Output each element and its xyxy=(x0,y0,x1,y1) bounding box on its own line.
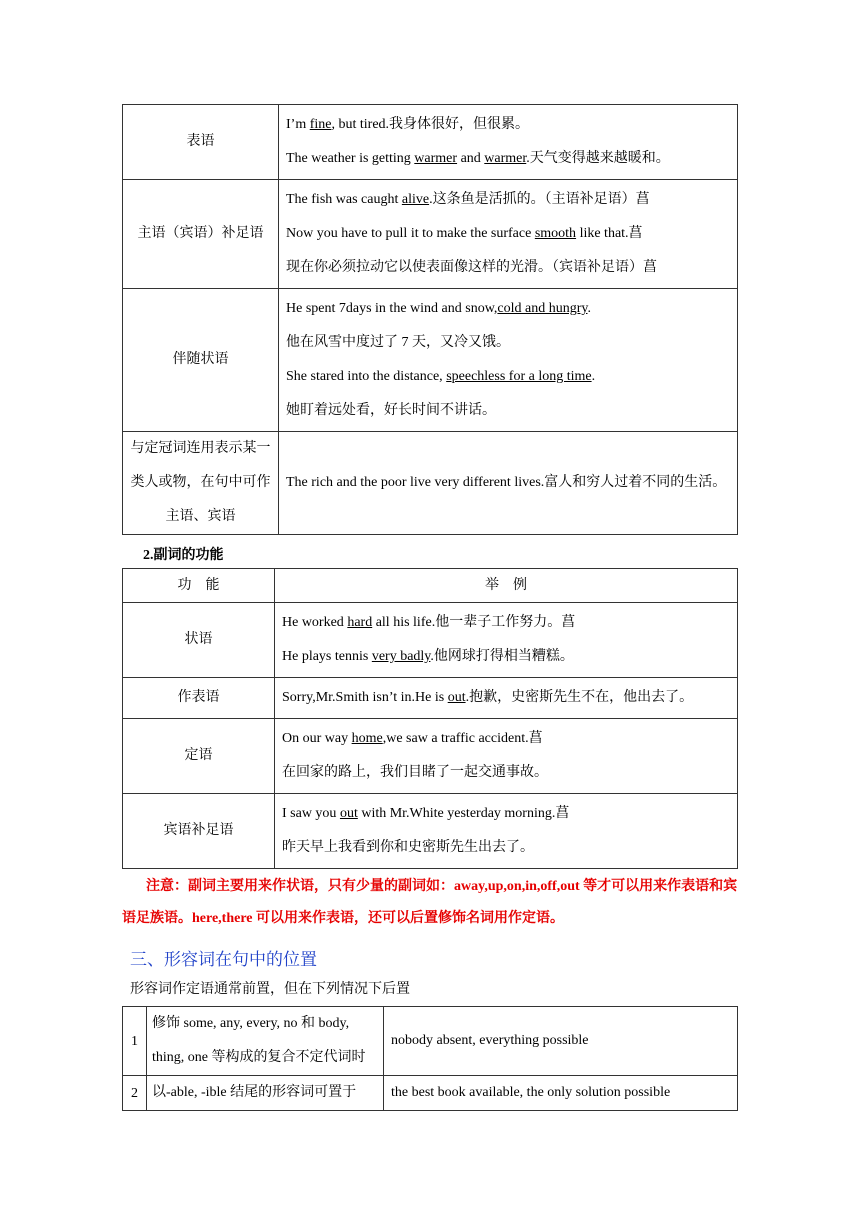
section-3-intro: 形容词作定语通常前置，但在下列情况下后置 xyxy=(130,982,410,997)
example-line xyxy=(282,681,730,715)
example-line xyxy=(282,640,730,674)
table-row xyxy=(123,603,738,678)
example-line xyxy=(286,466,730,500)
document-page xyxy=(122,104,738,1111)
underlined-text: very badly xyxy=(371,649,431,664)
table-row xyxy=(123,794,738,869)
text-run: . xyxy=(587,301,591,316)
adverb-function-table xyxy=(122,568,738,869)
row-number: 1 xyxy=(123,1007,147,1076)
text-run: I saw you xyxy=(282,806,340,821)
text-run: She stared into the distance, xyxy=(286,369,447,384)
text-run: He plays tennis xyxy=(282,649,372,664)
table-row xyxy=(123,1007,738,1076)
example-line xyxy=(282,756,730,790)
text-run: like that.菖 xyxy=(576,226,643,241)
text-run: The weather is getting xyxy=(286,151,415,166)
example-line xyxy=(286,394,730,428)
rule-cell: 以-able, -ible 结尾的形容词可置于 xyxy=(147,1076,384,1111)
example-cell xyxy=(279,180,738,289)
underlined-text: warmer xyxy=(484,151,527,166)
example-cell xyxy=(279,289,738,432)
function-cell: 定语 xyxy=(123,719,275,794)
text-run: The fish was caught xyxy=(286,192,402,207)
text-run: 现在你必须拉动它以使表面像这样的光滑。（宾语补足语）菖 xyxy=(286,260,657,275)
underlined-text: home xyxy=(351,731,383,746)
text-run: ,we saw a traffic accident.菖 xyxy=(382,731,543,746)
function-cell: 作表语 xyxy=(123,678,275,719)
example-line xyxy=(286,326,730,360)
example-cell: the best book available, the only solution possible xyxy=(384,1076,738,1111)
example-cell xyxy=(279,105,738,180)
example-line xyxy=(286,142,730,176)
rule-cell: 修饰 some, any, every, no 和 body, thing, one 等构成的复合不定代词时 xyxy=(147,1007,384,1076)
header-function: 功 能 xyxy=(123,569,275,603)
text-run: 昨天早上我看到你和史密斯先生出去了。 xyxy=(282,840,534,855)
underlined-text: out xyxy=(339,806,358,821)
table-row xyxy=(123,105,738,180)
function-cell: 宾语补足语 xyxy=(123,794,275,869)
table-row xyxy=(123,678,738,719)
text-run: .抱歉，史密斯先生不在，他出去了。 xyxy=(465,690,694,705)
text-run: 她盯着远处看，好长时间不讲话。 xyxy=(286,403,496,418)
underlined-text: hard xyxy=(347,615,373,630)
text-run: , but tired.我身体很好，但很累。 xyxy=(331,117,530,132)
text-run: He worked xyxy=(282,615,348,630)
example-cell xyxy=(279,432,738,535)
underlined-text: smooth xyxy=(534,226,577,241)
text-run: and xyxy=(457,151,485,166)
underlined-text: fine xyxy=(309,117,332,132)
adjective-position-table xyxy=(122,1006,738,1111)
text-run: The rich and the poor live very different lives.富人和穷人过着不同的生活。 xyxy=(286,475,727,490)
example-line xyxy=(286,183,730,217)
text-run: I’m xyxy=(286,117,310,132)
function-cell: 状语 xyxy=(123,603,275,678)
underlined-text: speechless for a long time xyxy=(446,369,592,384)
underlined-text: out xyxy=(447,690,466,705)
example-line xyxy=(286,360,730,394)
function-cell: 伴随状语 xyxy=(123,289,279,432)
text-run: with Mr.White yesterday morning.菖 xyxy=(357,806,570,821)
example-line xyxy=(282,606,730,640)
table-row xyxy=(123,289,738,432)
adjective-function-table xyxy=(122,104,738,535)
table-row xyxy=(123,1076,738,1111)
example-line xyxy=(282,722,730,756)
text-run: 在回家的路上，我们目睹了一起交通事故。 xyxy=(282,765,548,780)
example-cell: nobody absent, everything possible xyxy=(384,1007,738,1076)
underlined-text: cold and hungry xyxy=(497,301,588,316)
underlined-text: alive xyxy=(401,192,430,207)
example-line xyxy=(286,292,730,326)
example-cell xyxy=(275,603,738,678)
text-run: .他网球打得相当糟糕。 xyxy=(430,649,574,664)
header-example: 举 例 xyxy=(275,569,738,603)
text-run: all his life.他一辈子工作努力。菖 xyxy=(372,615,576,630)
text-run: Now you have to pull it to make the surface xyxy=(286,226,535,241)
function-cell: 主语（宾语）补足语 xyxy=(123,180,279,289)
table-row xyxy=(123,432,738,535)
text-run: Sorry,Mr.Smith isn’t in.He is xyxy=(282,690,448,705)
underlined-text: warmer xyxy=(414,151,458,166)
function-cell: 表语 xyxy=(123,105,279,180)
example-cell xyxy=(275,794,738,869)
example-cell xyxy=(275,678,738,719)
function-cell: 与定冠词连用表示某一类人或物，在句中可作主语、宾语 xyxy=(123,432,279,535)
text-run: .天气变得越来越暖和。 xyxy=(526,151,670,166)
section-3-heading: 三、形容词在句中的位置 xyxy=(130,950,317,970)
example-line xyxy=(286,108,730,142)
row-number: 2 xyxy=(123,1076,147,1111)
table-row xyxy=(123,180,738,289)
text-run: On our way xyxy=(282,731,352,746)
text-run: . xyxy=(591,369,596,384)
table-row xyxy=(123,719,738,794)
example-line xyxy=(282,797,730,831)
example-line xyxy=(282,831,730,865)
text-run: .这条鱼是活抓的。（主语补足语）菖 xyxy=(429,192,650,207)
text-run: 他在风雪中度过了 7 天，又冷又饿。 xyxy=(286,335,510,350)
example-cell xyxy=(275,719,738,794)
text-run: He spent 7days in the wind and snow, xyxy=(286,301,498,316)
note-paragraph: 注意：副词主要用来作状语，只有少量的副词如：away,up,on,in,off,out 等才可以用来作表语和宾语足族语。here,there 可以用来作表语，还可以后置修饰名词用作定语。 xyxy=(122,879,738,926)
section-2-title: 2.副词的功能 xyxy=(143,548,224,563)
example-line xyxy=(286,251,730,285)
table-header-row xyxy=(123,569,738,603)
example-line xyxy=(286,217,730,251)
